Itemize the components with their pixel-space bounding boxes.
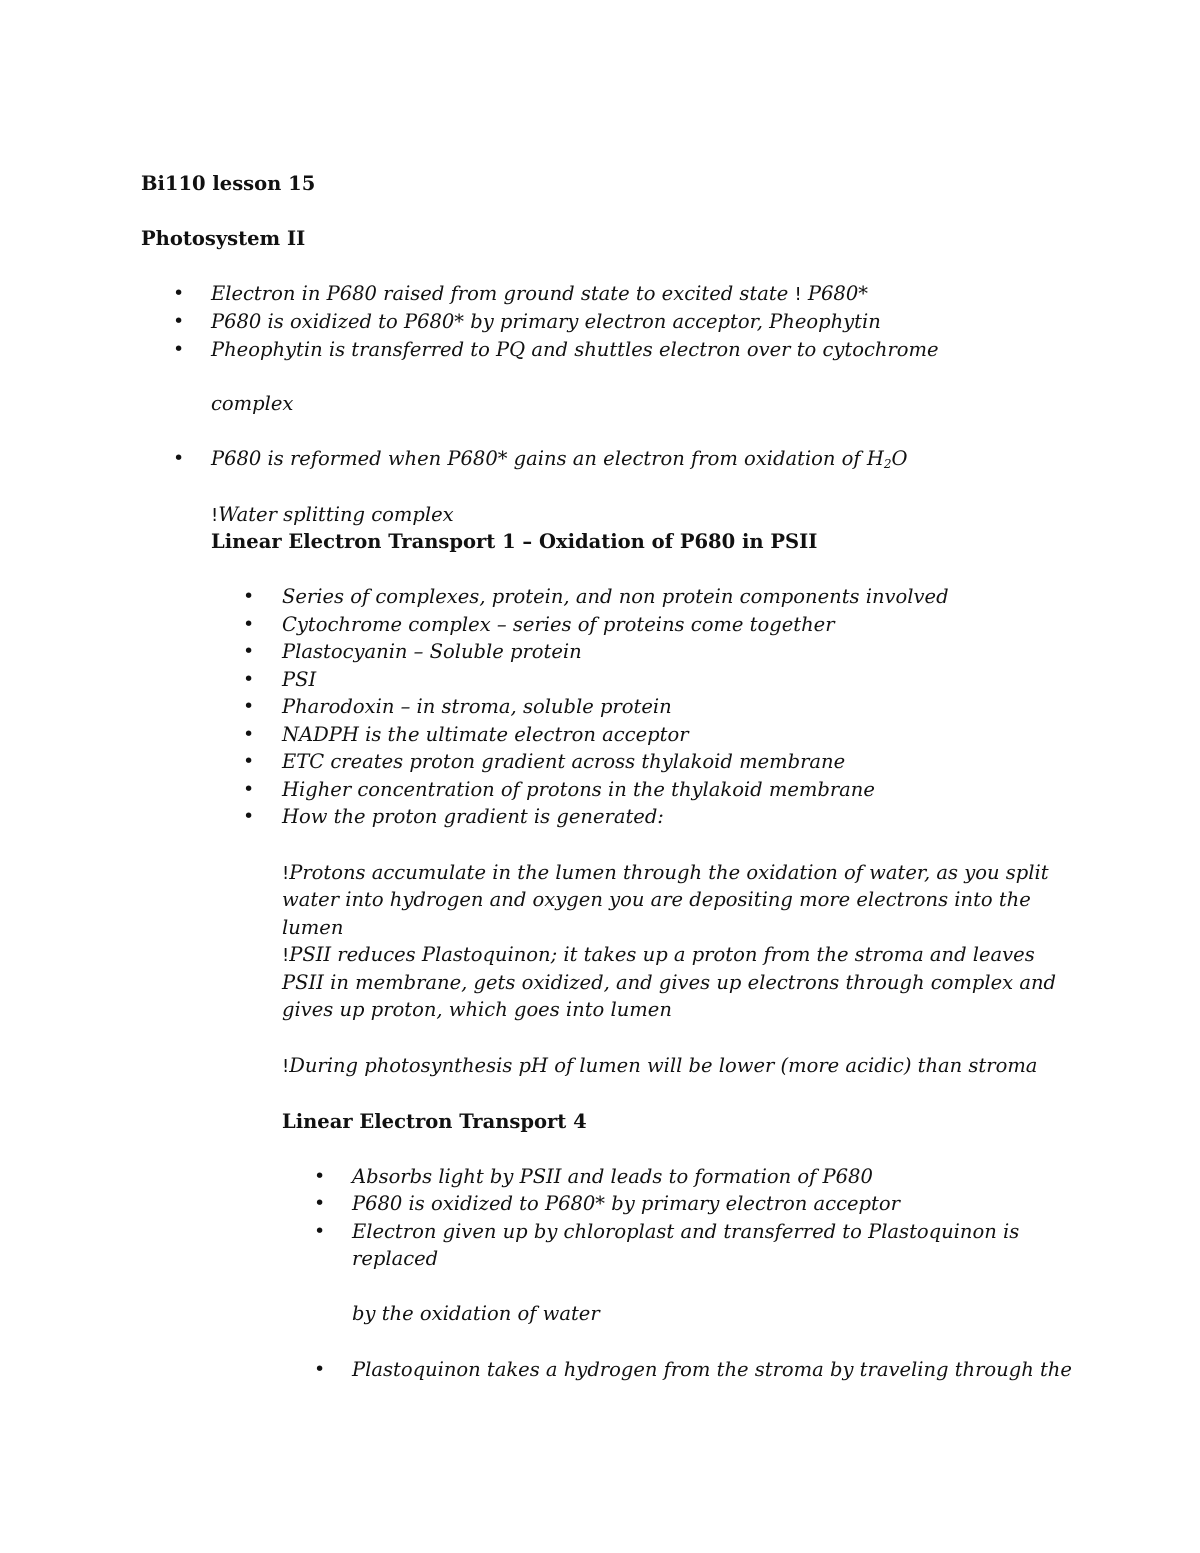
list-item: Plastocyanin – Soluble protein xyxy=(282,640,582,663)
list-item: Higher concentration of protons in the thylakoid membrane xyxy=(282,778,875,801)
arrow-note xyxy=(282,859,1049,887)
bullet-icon: • xyxy=(243,640,255,662)
arrow-note-continuation: gives up proton, which goes into lumen xyxy=(282,998,672,1021)
list-item-text-after-arrow: P680* xyxy=(801,282,868,305)
list-item: PSI xyxy=(282,668,317,691)
list-item: How the proton gradient is generated: xyxy=(282,805,664,828)
list-item: Cytochrome complex – series of proteins come together xyxy=(282,613,835,636)
list-item: Plastoquinon takes a hydrogen from the stroma by traveling through the xyxy=(352,1358,1072,1381)
arrow-note xyxy=(282,941,1035,969)
list-item-continuation: complex xyxy=(211,392,294,415)
list-item-continuation: replaced xyxy=(352,1247,439,1270)
arrow-icon: ! xyxy=(794,284,802,305)
bullet-icon: • xyxy=(173,447,185,469)
arrow-note-text: During photosynthesis pH of lumen will be lower (more acidic) than stroma xyxy=(289,1054,1038,1077)
list-item: Absorbs light by PSII and leads to formation of P680 xyxy=(352,1165,873,1188)
subscript: 2 xyxy=(883,457,892,471)
arrow-note-continuation: lumen xyxy=(282,916,344,939)
arrow-icon: ! xyxy=(282,1056,290,1077)
bullet-icon: • xyxy=(243,668,255,690)
section-heading-linear-electron-transport-4: Linear Electron Transport 4 xyxy=(282,1110,587,1133)
arrow-note-text: Protons accumulate in the lumen through the oxidation of water, as you split xyxy=(289,861,1049,884)
document-title: Bi110 lesson 15 xyxy=(141,172,316,195)
list-item: ETC creates proton gradient across thylakoid membrane xyxy=(282,750,846,773)
list-item: Pheophytin is transferred to PQ and shuttles electron over to cytochrome xyxy=(211,338,939,361)
list-item-text: Electron in P680 raised from ground state to excited state xyxy=(211,282,795,305)
arrow-note xyxy=(282,1052,1037,1080)
list-item-text: P680 is reformed when P680* gains an electron from oxidation of H xyxy=(211,447,884,470)
arrow-note-continuation: PSII in membrane, gets oxidized, and gives up electrons through complex and xyxy=(282,971,1056,994)
section-heading-linear-electron-transport-1: Linear Electron Transport 1 – Oxidation of P680 in PSII xyxy=(211,530,818,553)
arrow-note xyxy=(211,501,454,529)
list-item: Pharodoxin – in stroma, soluble protein xyxy=(282,695,672,718)
arrow-icon: ! xyxy=(282,945,290,966)
list-item-continuation: by the oxidation of water xyxy=(352,1302,600,1325)
list-item: Electron given up by chloroplast and transferred to Plastoquinon is xyxy=(352,1220,1020,1243)
bullet-icon: • xyxy=(243,613,255,635)
list-item xyxy=(211,280,868,308)
list-item: P680 is oxidized to P680* by primary electron acceptor xyxy=(352,1192,900,1215)
bullet-icon: • xyxy=(173,282,185,304)
bullet-icon: • xyxy=(314,1165,326,1187)
arrow-note-text: PSII reduces Plastoquinon; it takes up a proton from the stroma and leaves xyxy=(289,943,1035,966)
bullet-icon: • xyxy=(243,723,255,745)
bullet-icon: • xyxy=(173,338,185,360)
bullet-icon: • xyxy=(243,695,255,717)
section-heading-photosystem-ii: Photosystem II xyxy=(141,227,306,250)
list-item-suffix: O xyxy=(891,447,908,470)
arrow-icon: ! xyxy=(282,863,290,884)
arrow-icon: ! xyxy=(211,505,219,526)
bullet-icon: • xyxy=(314,1358,326,1380)
list-item xyxy=(211,445,907,472)
bullet-icon: • xyxy=(243,778,255,800)
list-item: Series of complexes, protein, and non protein components involved xyxy=(282,585,949,608)
bullet-icon: • xyxy=(243,585,255,607)
bullet-icon: • xyxy=(314,1192,326,1214)
bullet-icon: • xyxy=(243,750,255,772)
bullet-icon: • xyxy=(243,805,255,827)
arrow-note-text: Water splitting complex xyxy=(218,503,454,526)
bullet-icon: • xyxy=(173,310,185,332)
list-item: NADPH is the ultimate electron acceptor xyxy=(282,723,689,746)
arrow-note-continuation: water into hydrogen and oxygen you are depositing more electrons into the xyxy=(282,888,1031,911)
list-item: P680 is oxidized to P680* by primary electron acceptor, Pheophytin xyxy=(211,310,881,333)
bullet-icon: • xyxy=(314,1220,326,1242)
